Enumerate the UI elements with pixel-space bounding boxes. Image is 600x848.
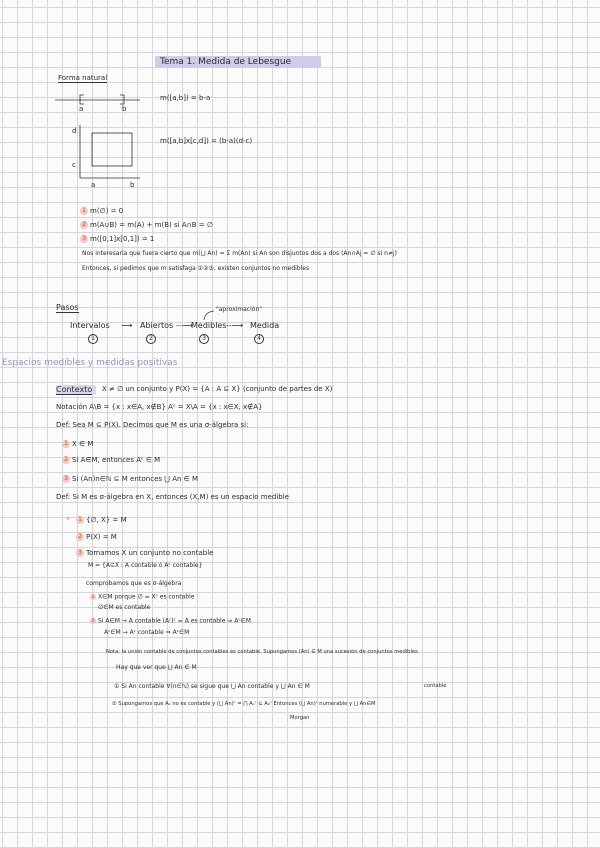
step-2-num: 2 [146, 334, 158, 344]
ej3-c3-note: Nota: la unión contable de conjuntos contables es contable. Supongamos (An) ∈ M una sucesión de conjuntos medibles [106, 649, 418, 655]
def-espacio-medible: Def: Si M es σ-álgebra en X, entonces (X,M) es un espacio medible [56, 493, 290, 501]
contexto-text: X ≠ ∅ un conjunto y P(X) = {A : A ⊆ X} (conjunto de partes de X) [102, 385, 333, 393]
notacion: Notación A\B = {x : x∈A, x∉B} Aᶜ = X\A = {x : x∈X, x∉A} [56, 403, 263, 411]
step-medibles: Medibles [191, 321, 227, 330]
section-heading: Espacios medibles y medidas positivas [2, 358, 178, 368]
forma-natural-heading: Forma natural [58, 74, 108, 82]
ej3-c3c: ① Si An contable ∀(n∈ℕ) se sigue que ⋃ An contable y ⋃ An ∈ M [114, 683, 310, 690]
ej3-c3d-sub: Morgan [290, 715, 310, 721]
rect-a-label: a [91, 181, 96, 189]
sigma-item-1: 1 X ∈ M [62, 440, 93, 448]
property-1: 1 m(∅) = 0 [80, 207, 123, 215]
step-medida: Medida [250, 321, 280, 330]
arrow-3: --⟶ [226, 321, 244, 330]
ej3-c2b: Aᶜ∈M → Aᶜ contable ⇒ Aᶜ∈M [104, 629, 190, 636]
arrow-1: ⟶ [121, 321, 133, 330]
step-4-num: 4 [254, 334, 266, 344]
ejemplos-bullet: • [66, 515, 71, 523]
interval-a-label: a [79, 105, 84, 113]
m-rect-formula: m([a,b]x[c,d]) = (b-a)(d-c) [160, 137, 253, 145]
property-3: 3 m([0,1]x[0,1]) = 1 [80, 235, 154, 243]
property-2: 2 m(A∪B) = m(A) + m(B) si A∩B = ∅ [80, 221, 213, 229]
arrow-2: --⟶ [176, 321, 194, 330]
sigma-item-2: 2 Si A∈M, entonces Aᶜ ∈ M [62, 456, 160, 464]
ejemplo-2: 2 P(X) = M [76, 533, 117, 541]
ej3-c1b: ∅∈M es contable [98, 604, 151, 611]
ej3-c3c-note: contable [424, 683, 447, 689]
step-3-num: 3 [199, 334, 211, 344]
step-1-num: 1 [88, 334, 100, 344]
m-interval-formula: m([a,b]) = b-a [160, 94, 211, 102]
page-title: Tema 1. Medida de Lebesgue [160, 57, 292, 67]
step-intervalos: Intervalos [70, 321, 110, 330]
rect-c-label: c [72, 161, 76, 169]
def-sigma-intro: Def: Sea M ⊆ P(X). Decimos que M es una σ-álgebra si: [56, 421, 249, 429]
ej3-check: comprobamos que es σ-álgebra [86, 580, 182, 587]
rect-d-label: d [72, 127, 77, 135]
ej3-c2a: 2 Si A∈M → A contable (Aᶜ)ᶜ = A es contable ⇒ Aᶜ∈M [91, 617, 251, 625]
ej3-c1a: 1 X∈M porque ∅ = Xᶜ es contable [91, 593, 195, 601]
ejemplo-1: 1 {∅, X} = M [76, 516, 127, 524]
pasos-annotation: "aproximación" [216, 306, 263, 313]
ej3-c3b: Hay que ver que ⋃ An ∈ M [116, 664, 197, 671]
ej3-c3d: ② Supongamos que A₁ no es contable y (⋃ An)ᶜ = ⋂ Aₙᶜ ⊆ A₁ᶜ Entonces (⋃ An)ᶜ numerable y ⋃ An∈M [112, 701, 376, 707]
step-abiertos: Abiertos [140, 321, 174, 330]
contexto-label: Contexto [56, 385, 93, 394]
interval-b-label: b [122, 105, 127, 113]
ej3-m-def: M = {A⊆X : A contable ó Aᶜ contable} [88, 562, 203, 569]
rect-b-label: b [130, 181, 135, 189]
sigma-item-3: 3 Si (An)n∈ℕ ⊆ M entonces ⋃ An ∈ M [62, 475, 198, 483]
note-line-1: Nos interesaría que fuera cierto que m(⋃ An) = Σ m(An) si An son disjuntos dos a dos (An∩Aj = ∅ si n≠j) [82, 250, 398, 257]
ejemplo-3: 3 Tomamos X un conjunto no contable [76, 549, 213, 557]
pasos-label: Pasos [56, 303, 79, 312]
note-line-2: Entonces, si pedimos que m satisfaga ①②③, existen conjuntos no medibles [82, 265, 310, 272]
